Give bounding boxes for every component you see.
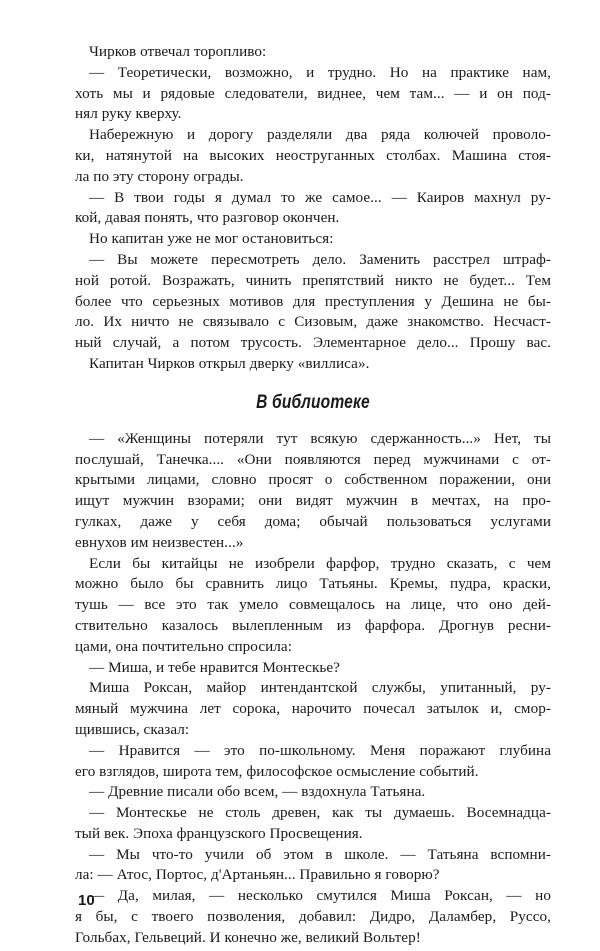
text-line: ла: — Атос, Портос, д'Артаньян... Правильно я говорю? bbox=[75, 866, 440, 884]
text-line: хоть мы и рядовые следователи, виднее, чем там... — и он под- bbox=[75, 84, 551, 102]
page-content bbox=[75, 42, 551, 949]
text-line: Набережную и дорогу разделяли два ряда колючей проволо- bbox=[89, 126, 551, 144]
text-line: — Миша, и тебе нравится Монтескье? bbox=[89, 658, 340, 676]
text-line: тушь — все это так умело совмещалось на лице, что оно дей- bbox=[75, 596, 551, 614]
text-line: — Да, милая, — несколько смутился Миша Роксан, — но bbox=[89, 887, 551, 905]
text-line: Чирков отвечал торопливо: bbox=[89, 43, 267, 60]
text-line: кой, давая понять, что разговор окончен. bbox=[75, 209, 340, 227]
text-line: его взглядов, широта тем, философское осмысление событий. bbox=[75, 762, 479, 780]
text-line: ки, натянутой на высоких неоструганных столбах. Машина стоя- bbox=[75, 146, 551, 164]
text-line: — Монтескье не столь древен, как ты думаешь. Восемнадца- bbox=[89, 804, 551, 822]
text-line: более что серьезных мотивов для преступления у Дешина не бы- bbox=[75, 292, 551, 310]
text-line: ло. Их ничто не связывало с Сизовым, даже знакомство. Несчаст- bbox=[75, 313, 551, 331]
text-line: Но капитан уже не мог остановиться: bbox=[89, 230, 334, 248]
text-line: ный случай, а потом трусость. Элементарное дело... Прошу вас. bbox=[75, 334, 551, 352]
text-line: — Вы можете пересмотреть дело. Заменить расстрел штраф- bbox=[89, 250, 551, 268]
text-line: тый век. Эпоха французского Просвещения. bbox=[75, 824, 363, 842]
text-line: ищут мужчин взорами; они видят мужчин в мечтах, на про- bbox=[75, 492, 551, 510]
page-number: 10 bbox=[78, 892, 95, 909]
text-line: Гольбах, Гельвеций. И конечно же, великий Вольтер! bbox=[75, 928, 421, 946]
text-line: — Теоретически, возможно, и трудно. Но на практике нам, bbox=[89, 63, 551, 81]
text-line: можно было бы сравнить лицо Татьяны. Кремы, пудра, краски, bbox=[75, 575, 551, 593]
text-line: я бы, с твоего позволения, добавил: Дидро, Даламбер, Руссо, bbox=[75, 908, 551, 926]
text-line: гулках, даже у себя дома; обычай пользоваться услугами bbox=[75, 512, 551, 530]
text-line: — Древние писали обо всем, — вздохнула Татьяна. bbox=[89, 783, 426, 801]
text-line: — «Женщины потеряли тут всякую сдержанность...» Нет, ты bbox=[89, 429, 551, 447]
text-line: цами, она почтительно спросила: bbox=[75, 637, 292, 655]
text-line: щившись, сказал: bbox=[75, 720, 190, 738]
text-line: Если бы китайцы не изобрели фарфор, трудно сказать, с чем bbox=[89, 554, 551, 572]
text-line: ной ротой. Возражать, чинить препятствий никто не будет... Тем bbox=[75, 271, 551, 289]
section-1-text bbox=[75, 42, 551, 375]
text-line: мяный мужчина лет сорока, нарочито почесал затылок и, смор- bbox=[75, 700, 551, 718]
text-line: — Нравится — это по-школьному. Меня поражают глубина bbox=[89, 741, 551, 759]
text-line: послушай, Танечка.... «Они появляются перед мужчинами с от- bbox=[75, 450, 551, 468]
text-line: нял руку кверху. bbox=[75, 105, 182, 123]
chapter-title: В библиотеке bbox=[256, 391, 370, 413]
text-line: — Мы что-то учили об этом в школе. — Татьяна вспомни- bbox=[89, 845, 551, 863]
text-line: крытыми лицами, словно просят о собственном поражении, они bbox=[75, 471, 551, 489]
text-line: — В твои годы я думал то же самое... — Каиров махнул ру- bbox=[89, 188, 551, 206]
text-line: Капитан Чирков открыл дверку «виллиса». bbox=[89, 354, 370, 372]
section-2-text bbox=[75, 429, 551, 949]
text-line: Миша Роксан, майор интендантской службы, упитанный, ру- bbox=[89, 679, 551, 697]
text-line: евнухов им неизвестен...» bbox=[75, 533, 244, 551]
text-line: ла по эту сторону ограды. bbox=[75, 167, 244, 185]
text-line: ствительно казалось вылепленным из фарфора. Дрогнув ресни- bbox=[75, 616, 551, 634]
